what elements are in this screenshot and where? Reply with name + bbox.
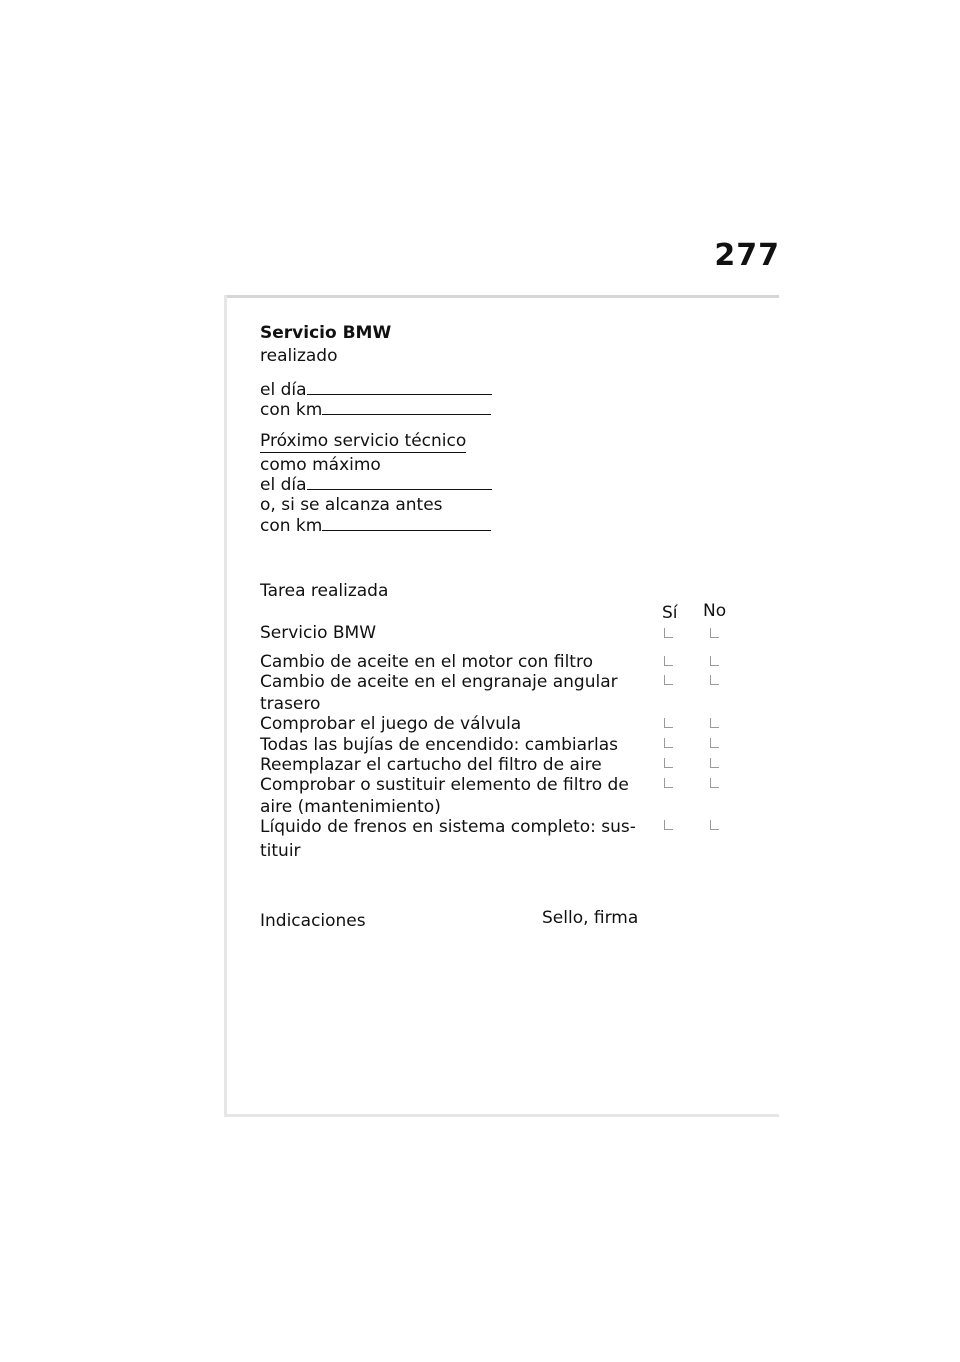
task-item: trasero (260, 694, 321, 714)
frame-top-border (224, 295, 779, 298)
service-done-label: realizado (260, 346, 338, 366)
yes-checkbox[interactable] (664, 778, 673, 788)
frame-bottom-border (224, 1114, 779, 1117)
service-km-field[interactable] (322, 400, 491, 415)
task-item: aire (mantenimiento) (260, 797, 441, 817)
no-checkbox[interactable] (710, 675, 719, 685)
next-service-km-field[interactable] (322, 516, 491, 531)
service-km-row (260, 399, 491, 421)
no-checkbox[interactable] (710, 656, 719, 666)
yes-checkbox[interactable] (664, 656, 673, 666)
task-item: Comprobar o sustituir elemento de filtro de (260, 775, 629, 795)
next-service-km-label: con km (260, 516, 323, 536)
task-item: Reemplazar el cartucho del filtro de aire (260, 755, 602, 775)
next-service-or-label: o, si se alcanza antes (260, 495, 443, 515)
next-service-day-row (260, 474, 492, 496)
column-yes-label: Sí (662, 603, 678, 623)
yes-checkbox[interactable] (664, 820, 673, 830)
task-item: Líquido de frenos en sistema completo: sus- (260, 817, 636, 837)
next-service-day-label: el día (260, 475, 307, 495)
notes-label: Indicaciones (260, 911, 366, 931)
task-item: Cambio de aceite en el engranaje angular (260, 672, 618, 692)
next-service-day-field[interactable] (307, 475, 492, 490)
task-item: Todas las bujías de encendido: cambiarlas (260, 735, 619, 755)
service-title: Servicio BMW (260, 323, 392, 343)
yes-checkbox[interactable] (664, 675, 673, 685)
yes-checkbox[interactable] (664, 718, 673, 728)
no-checkbox[interactable] (710, 758, 719, 768)
page-number: 277 (714, 238, 780, 273)
task-item: Cambio de aceite en el motor con filtro (260, 652, 593, 672)
yes-checkbox[interactable] (664, 628, 673, 638)
yes-checkbox[interactable] (664, 758, 673, 768)
column-no-label: No (703, 601, 727, 621)
task-item: tituir (260, 841, 301, 861)
stamp-signature-label: Sello, firma (542, 908, 639, 928)
tasks-heading: Tarea realizada (260, 581, 389, 601)
service-day-label: el día (260, 380, 307, 400)
task-item: Servicio BMW (260, 623, 377, 643)
next-service-title (260, 430, 466, 452)
next-service-max-label: como máximo (260, 455, 381, 475)
task-item: Comprobar el juego de válvula (260, 714, 522, 734)
service-day-field[interactable] (307, 380, 492, 395)
next-service-km-row (260, 515, 491, 537)
next-service-title-text: Próximo servicio técnico (260, 431, 467, 451)
no-checkbox[interactable] (710, 820, 719, 830)
no-checkbox[interactable] (710, 718, 719, 728)
no-checkbox[interactable] (710, 628, 719, 638)
service-km-label: con km (260, 400, 323, 420)
service-day-row (260, 379, 492, 401)
no-checkbox[interactable] (710, 738, 719, 748)
yes-checkbox[interactable] (664, 738, 673, 748)
no-checkbox[interactable] (710, 778, 719, 788)
frame-left-border (224, 295, 227, 1117)
